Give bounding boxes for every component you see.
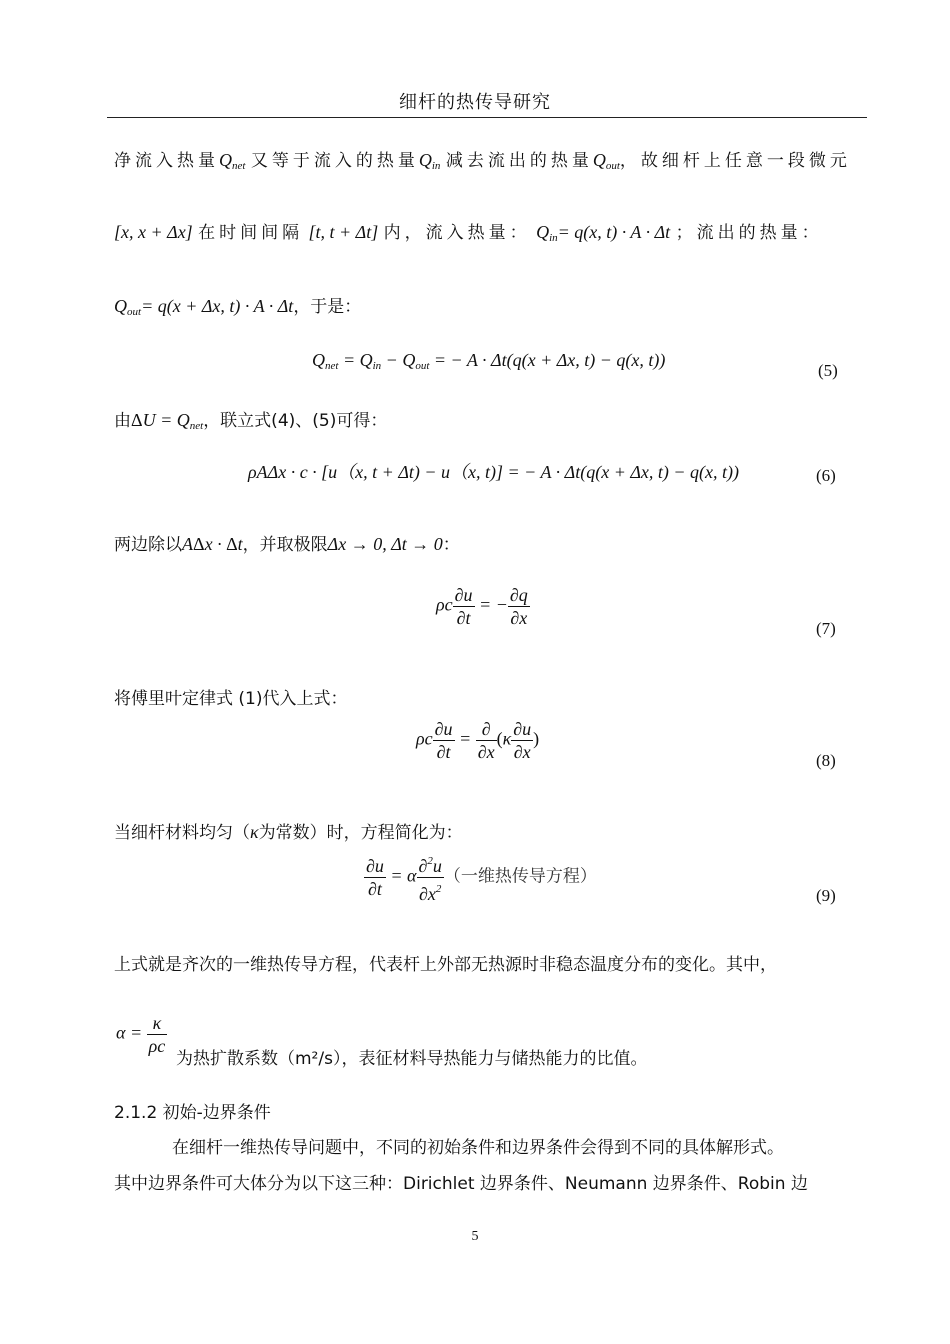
eq9-note: （一维热传导方程） <box>443 866 597 887</box>
text-span: 又等于流入的热量 <box>250 151 419 171</box>
equation-5: $Q_{net} = Q_{in} - Q_{out}$ = − A · Δt(q(x + Δx, t) − q(x, t)) <box>312 350 666 372</box>
equation-8: ρc $\frac{\partial u}{\partial t}$ = $\frac{\partial}{\partial x}$ (κ $\frac{\partial u}{\partial x}$ ) <box>416 719 540 762</box>
math-q-out-label: $Q_{out}$ <box>114 296 142 318</box>
text-span: 为常数）时，方程简化为： <box>258 823 463 843</box>
para-boundary-line1: 在细杆一维热传导问题中，不同的初始条件和边界条件会得到不同的具体解形式。 <box>172 1138 784 1158</box>
para-combine <box>114 406 387 432</box>
text-span: 两边除以 <box>114 535 182 555</box>
running-header: 细杆的热传导研究 <box>399 92 551 113</box>
text-span: ，于是： <box>293 297 362 317</box>
math-adxdt: AΔx · Δt <box>182 534 243 554</box>
text-span: 在时间间隔 <box>198 223 304 243</box>
math-q-out-eq: = q(x + Δx, t) · A · Δt <box>141 296 294 316</box>
math-q-net: $Q_{net}$ <box>219 150 246 172</box>
equation-9: $\frac{\partial u}{\partial t}$ = α $\frac{\partial^2u}{\partial x^2}$ （一维热传导方程） <box>364 850 597 905</box>
text-span: ；流出的热量： <box>675 223 823 243</box>
math-delta-u: $\Delta U = Q_{net}$ <box>131 410 204 432</box>
math-q-in-eq: = q(x, t) · A · Δt <box>557 222 671 242</box>
text-span: ，故细杆上任意一段微元 <box>619 151 851 171</box>
equation-number-6: (6) <box>816 466 836 485</box>
math-q-in-label: $Q_{in}$ <box>536 222 558 244</box>
page-number: 5 <box>471 1229 479 1244</box>
text-span: 内，流入热量： <box>383 223 531 243</box>
math-limit: Δx → 0, Δt → 0 <box>327 534 443 554</box>
text-span: ，联立式(4)、(5)可得： <box>203 411 388 431</box>
equation-7: ρc $\frac{\partial u}{\partial t}$ = − $\frac{\partial q}{\partial x}$ <box>436 585 528 628</box>
section-heading: 2.1.2 初始-边界条件 <box>114 1103 271 1123</box>
para-meaning: 上式就是齐次的一维热传导方程，代表杆上外部无热源时非稳态温度分布的变化。其中， <box>114 955 777 975</box>
para-fourier: 将傅里叶定律式 (1)代入上式： <box>114 689 348 709</box>
text-span: 当细杆材料均匀（ <box>114 823 250 843</box>
equation-number-8: (8) <box>816 751 836 770</box>
para-flow-in <box>114 218 823 244</box>
equation-number-5: (5) <box>818 361 838 380</box>
math-q-out: $Q_{out}$ <box>592 150 620 172</box>
math-q-in: $Q_{in}$ <box>418 150 441 172</box>
equation-number-9: (9) <box>816 886 836 905</box>
para-flow-out <box>114 292 361 318</box>
para-boundary-line2: 其中边界条件可大体分为以下这三种：Dirichlet 边界条件、Neumann 边界条件、Robin 边 <box>114 1174 808 1194</box>
text-span: 减去流出的热量 <box>445 151 593 171</box>
para-diffusivity: 为热扩散系数（m²/s），表征材料导热能力与储热能力的比值。 <box>176 1049 648 1069</box>
math-interval-t: [t, t + Δt] <box>308 222 379 242</box>
para-net-heat <box>114 146 851 172</box>
text-span: 净流入热量 <box>114 151 219 171</box>
eq5-rhs: = − A · Δt(q(x + Δx, t) − q(x, t)) <box>433 350 666 370</box>
text-span: ： <box>442 535 460 555</box>
para-divide <box>114 530 460 555</box>
text-span: ，并取极限 <box>242 535 328 555</box>
text-span: 由 <box>114 411 131 431</box>
math-alpha-def: α = $\frac{\kappa}{\rho c}$ <box>116 1013 166 1056</box>
header-rule <box>107 117 867 118</box>
math-kappa: κ <box>250 822 259 842</box>
equation-6: ρAΔx · c · [u（x, t + Δt) − u（x, t)] = − A · Δt(q(x + Δx, t) − q(x, t)) <box>248 462 740 482</box>
para-uniform <box>114 818 463 843</box>
equation-number-7: (7) <box>816 619 836 638</box>
math-interval-x: [x, x + Δx] <box>114 222 193 242</box>
